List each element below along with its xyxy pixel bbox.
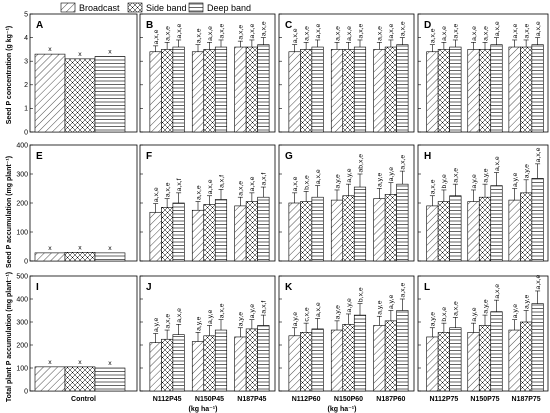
bar-J-deep-band-1 [215, 330, 227, 391]
panel-letter-B: B [146, 20, 154, 31]
significance-label: c,x,e [303, 307, 311, 322]
bar-H-broadcast-0 [427, 206, 439, 261]
bar-D-deep-band-0 [450, 47, 462, 132]
legend-label-deep-band: Deep band [207, 3, 252, 13]
y-tick-label: 1 [24, 105, 28, 113]
significance-label: a,y,e [345, 298, 353, 313]
significance-label: x [108, 244, 112, 252]
bar-L-side-band-1 [479, 325, 491, 391]
significance-label: x [48, 358, 52, 366]
significance-label: a,x,e [345, 26, 353, 41]
significance-label: a,x,e [523, 23, 531, 39]
legend-swatch-broadcast [61, 3, 75, 12]
significance-label: a,x,e [399, 154, 407, 170]
y-tick-label: 200 [16, 200, 28, 208]
bar-F-side-band-0 [161, 207, 173, 261]
significance-label: a,x,f [260, 172, 268, 186]
bar-G-side-band-2 [385, 194, 397, 261]
bars-layer [35, 38, 543, 391]
bar-E-deep-band-0 [95, 253, 125, 261]
significance-label: a,x,e [470, 26, 478, 41]
y-tick-label: 2 [24, 82, 28, 90]
significance-label: a,x,e [399, 282, 407, 298]
significance-label: a,x,e [237, 24, 245, 40]
bar-L-broadcast-2 [509, 330, 521, 391]
significance-label: a,x,e [388, 23, 396, 39]
bar-A-deep-band-0 [95, 56, 125, 132]
significance-label: a,x,e [534, 21, 542, 37]
significance-label: b,y,e [441, 174, 449, 189]
bar-J-broadcast-0 [150, 343, 162, 391]
significance-label: a,x,e [429, 179, 437, 195]
bar-J-side-band-0 [161, 339, 173, 391]
bar-L-side-band-2 [520, 322, 532, 391]
significance-label: a,x,e [218, 23, 226, 39]
significance-label: x [48, 244, 52, 252]
legend-swatch-deep-band [189, 3, 203, 12]
panel-letter-E: E [36, 151, 43, 162]
bar-I-deep-band-0 [95, 368, 125, 391]
bar-H-broadcast-2 [509, 200, 521, 261]
legend [61, 3, 251, 13]
significance-label: a,y,e [523, 294, 531, 309]
x-tick-label: N150P60 [333, 396, 364, 403]
significance-label: x [78, 358, 82, 366]
significance-label: a,y,e [376, 172, 384, 187]
significance-label: a,x,f [260, 300, 268, 314]
bar-G-deep-band-1 [354, 187, 366, 261]
x-tick-label: N187P45 [237, 396, 267, 403]
significance-label: a,x,e [164, 26, 172, 41]
significance-label: x [108, 360, 112, 367]
panel-letter-A: A [36, 20, 44, 31]
bar-L-deep-band-0 [450, 328, 462, 391]
bar-L-broadcast-1 [468, 332, 480, 391]
significance-label: a,x,e [429, 28, 437, 44]
bar-L-deep-band-2 [532, 304, 544, 391]
y-tick-label: 3 [24, 58, 28, 66]
bar-G-deep-band-0 [312, 197, 324, 261]
x-unit-label-1: (kg ha⁻¹) [188, 406, 218, 413]
bar-C-broadcast-2 [374, 49, 386, 132]
bar-K-broadcast-2 [374, 325, 386, 391]
significance-label: b,x,e [357, 287, 365, 303]
bar-H-side-band-0 [438, 202, 450, 261]
significance-label: a,x,e [314, 23, 322, 39]
y-tick-label: 0 [24, 258, 28, 266]
significance-label: a,x,e [206, 26, 214, 41]
bar-I-broadcast-0 [35, 367, 65, 391]
significance-label: a,y,e [195, 316, 203, 331]
bar-G-broadcast-1 [331, 200, 343, 261]
y-tick-label: 4 [24, 34, 28, 42]
bar-J-deep-band-2 [258, 325, 270, 391]
significance-label: a,x,e [441, 26, 449, 41]
bar-G-side-band-0 [300, 202, 312, 261]
significance-label: a,x,e [152, 29, 160, 45]
significance-label: a,x,e [534, 147, 542, 163]
panel-letter-I: I [36, 282, 39, 293]
bar-D-broadcast-0 [427, 52, 439, 132]
significance-label: x [108, 48, 112, 56]
bar-F-deep-band-2 [258, 197, 270, 261]
significance-label: a,x,e [152, 187, 160, 203]
bar-F-side-band-1 [204, 204, 216, 261]
bar-J-deep-band-0 [173, 335, 185, 391]
significance-label: b,x,e [441, 306, 449, 322]
y-tick-label: 300 [16, 171, 28, 179]
significance-label: a,y,e [249, 303, 257, 319]
bar-K-deep-band-0 [312, 329, 324, 391]
significance-label: a,x,e [399, 21, 407, 37]
y-tick-label: 100 [16, 229, 28, 237]
significance-label: ab,x,e [357, 153, 365, 173]
bar-F-broadcast-1 [192, 210, 204, 261]
bar-B-side-band-1 [204, 49, 216, 132]
x-tick-label: Control [71, 396, 96, 403]
significance-label: a,y,e [388, 294, 396, 309]
bar-F-broadcast-2 [235, 206, 247, 261]
bar-F-deep-band-0 [173, 203, 185, 261]
bar-J-broadcast-2 [235, 337, 247, 391]
bar-D-deep-band-1 [491, 45, 503, 132]
significance-label: x [48, 46, 52, 54]
significance-label: a,x,e [175, 308, 183, 323]
bar-B-side-band-2 [246, 47, 258, 132]
significance-label: a,y,e [334, 305, 342, 320]
bar-K-broadcast-0 [289, 336, 301, 391]
bar-H-deep-band-2 [532, 178, 544, 261]
significance-label: a,y,e [482, 299, 490, 314]
significance-label: a,y,e [470, 307, 478, 322]
significance-label: a,y,e [376, 300, 384, 315]
significance-label: a,x,e [493, 156, 501, 172]
y-tick-label: 200 [16, 342, 28, 350]
legend-label-broadcast: Broadcast [79, 3, 120, 13]
significance-label: a,y,e [523, 164, 531, 179]
significance-label: a,y,e [291, 312, 299, 327]
bar-D-side-band-1 [479, 49, 491, 132]
bar-A-broadcast-0 [35, 54, 65, 132]
significance-label: a,x,e [195, 185, 203, 201]
bar-C-deep-band-0 [312, 47, 324, 132]
significance-label: a,y,e [482, 168, 490, 183]
panel-letter-L: L [424, 282, 431, 293]
significance-label: a,y,e [511, 172, 519, 187]
bar-J-side-band-1 [204, 336, 216, 391]
significance-label: a,x,f [218, 175, 226, 188]
bar-H-side-band-1 [479, 197, 491, 261]
bar-K-side-band-2 [385, 321, 397, 391]
significance-label: a,x,f [175, 178, 183, 192]
bar-K-broadcast-1 [331, 330, 343, 391]
significance-label: a,y,e [152, 317, 160, 332]
y-tick-label: 5 [24, 11, 28, 19]
panel-letter-H: H [424, 151, 432, 162]
significance-label: a,x,e [493, 21, 501, 37]
significance-label: a,x,e [260, 21, 268, 37]
bar-H-side-band-2 [520, 193, 532, 261]
y-axis-title-row2: Seed P accumulation (mg plant⁻¹) [6, 155, 13, 269]
panel-letter-K: K [285, 282, 293, 293]
bar-B-deep-band-1 [215, 47, 227, 132]
panel-letter-D: D [424, 20, 432, 31]
panel-letter-C: C [285, 20, 293, 31]
significance-label: a,y,e [237, 312, 245, 327]
bar-C-side-band-1 [343, 49, 355, 132]
bar-K-deep-band-2 [397, 311, 409, 392]
bar-K-side-band-0 [300, 332, 312, 391]
bar-H-broadcast-1 [468, 202, 480, 261]
significance-label: a,x,e [357, 23, 365, 39]
significance-label: a,y,e [334, 174, 342, 189]
significance-label: a,x,e [195, 28, 203, 44]
bar-B-broadcast-1 [192, 52, 204, 132]
significance-label: a,x,e [314, 302, 322, 318]
significance-label: a,y,e [470, 174, 478, 189]
significance-label: a,x,e [452, 23, 460, 39]
x-tick-label: N150P75 [470, 396, 500, 403]
significance-label: a,y,e [511, 303, 519, 319]
significance-label: a,x,e [511, 23, 519, 39]
bar-L-side-band-0 [438, 332, 450, 391]
significance-label: b,x,e [303, 175, 311, 190]
bar-D-broadcast-2 [509, 47, 521, 132]
legend-swatch-side-band [128, 3, 142, 12]
significance-label: a,x,e [493, 283, 501, 299]
significance-label: a,x,e [164, 182, 172, 198]
y-tick-label: 0 [24, 388, 28, 396]
bar-B-deep-band-2 [258, 45, 270, 132]
x-tick-label: N112P45 [152, 396, 182, 403]
bar-L-broadcast-0 [427, 337, 439, 391]
significance-label: a,x,e [303, 26, 311, 41]
y-tick-label: 300 [16, 319, 28, 327]
significance-label: a,x,e [164, 313, 172, 329]
significance-label: a,x,e [206, 179, 214, 195]
significance-label: a,x,e [249, 176, 257, 192]
significance-label: a,x,e [376, 26, 384, 41]
significance-label: a,y,e [429, 312, 437, 327]
y-tick-label: 100 [16, 365, 28, 373]
bar-D-deep-band-2 [532, 45, 544, 132]
panel-letter-J: J [146, 282, 152, 293]
significance-label: a,x,e [452, 301, 460, 316]
y-tick-label: 400 [16, 296, 28, 304]
significance-label: a,x,e [334, 26, 342, 41]
y-tick-label: 500 [16, 273, 28, 281]
bar-F-broadcast-0 [150, 212, 162, 261]
x-tick-label: N112P75 [429, 396, 459, 403]
significance-label: x [78, 50, 82, 58]
significance-label: x [78, 244, 82, 252]
bar-D-broadcast-1 [468, 49, 480, 132]
bar-I-side-band-0 [65, 367, 95, 391]
bar-D-side-band-2 [520, 47, 532, 132]
significance-label: a,x,e [249, 23, 257, 39]
bar-F-deep-band-1 [215, 200, 227, 261]
bar-B-broadcast-0 [150, 52, 162, 132]
bar-C-deep-band-2 [397, 45, 409, 132]
bar-F-side-band-2 [246, 202, 258, 261]
significance-label: a,x,e [218, 303, 226, 319]
y-tick-label: 0 [24, 129, 28, 137]
y-axis-title-row1: Seed P concentration (g kg⁻¹) [6, 25, 13, 125]
bar-K-side-band-1 [343, 324, 355, 391]
bar-B-deep-band-0 [173, 47, 185, 132]
bar-D-side-band-0 [438, 49, 450, 132]
significance-label: a,x,e [314, 169, 322, 185]
bar-B-broadcast-2 [235, 47, 247, 132]
y-axis-title-row3: Total plant P accumulation (mg plant⁻¹) [6, 271, 13, 403]
bar-K-deep-band-1 [354, 315, 366, 391]
bar-G-broadcast-2 [374, 199, 386, 261]
bar-G-deep-band-2 [397, 184, 409, 261]
bar-C-broadcast-0 [289, 52, 301, 132]
bar-C-side-band-0 [300, 49, 312, 132]
significance-label: a,x,e [175, 23, 183, 39]
x-tick-label: N187P60 [376, 396, 406, 403]
legend-label-side-band: Side band [146, 3, 187, 13]
bar-C-deep-band-1 [354, 47, 366, 132]
bar-B-side-band-0 [161, 49, 173, 132]
bar-A-side-band-0 [65, 59, 95, 132]
significance-label: a,y,e [345, 168, 353, 183]
significance-label: a,x,e [291, 28, 299, 44]
significance-label: a,y,e [206, 309, 214, 324]
significance-label: a,x,e [534, 274, 542, 290]
x-axis-labels [71, 396, 541, 403]
bar-L-deep-band-1 [491, 312, 503, 391]
panel-letter-F: F [146, 151, 153, 162]
bar-E-side-band-0 [65, 252, 95, 261]
x-tick-label: N150P45 [194, 396, 225, 403]
bar-J-side-band-2 [246, 329, 258, 391]
panel-frame-r1-g0 [30, 145, 137, 261]
significance-label: a,x,e [482, 26, 490, 41]
significance-label: a,y,e [388, 166, 396, 182]
bar-C-broadcast-1 [331, 49, 343, 132]
bar-C-side-band-2 [385, 47, 397, 132]
y-tick-label: 400 [16, 142, 28, 150]
bar-J-broadcast-1 [192, 342, 204, 391]
x-unit-label-2: (kg ha⁻¹) [327, 406, 357, 413]
significance-label: a,x,e [291, 176, 299, 192]
x-tick-label: N187P75 [511, 396, 541, 403]
bar-H-deep-band-0 [450, 196, 462, 261]
bar-G-broadcast-0 [289, 203, 301, 261]
panel-letter-G: G [285, 151, 293, 162]
bar-H-deep-band-1 [491, 186, 503, 261]
bar-E-broadcast-0 [35, 253, 65, 261]
x-tick-label: N112P60 [291, 396, 321, 403]
significance-label: a,x,e [237, 180, 245, 196]
bar-G-side-band-1 [343, 196, 355, 261]
significance-label: a,x,e [452, 167, 460, 183]
